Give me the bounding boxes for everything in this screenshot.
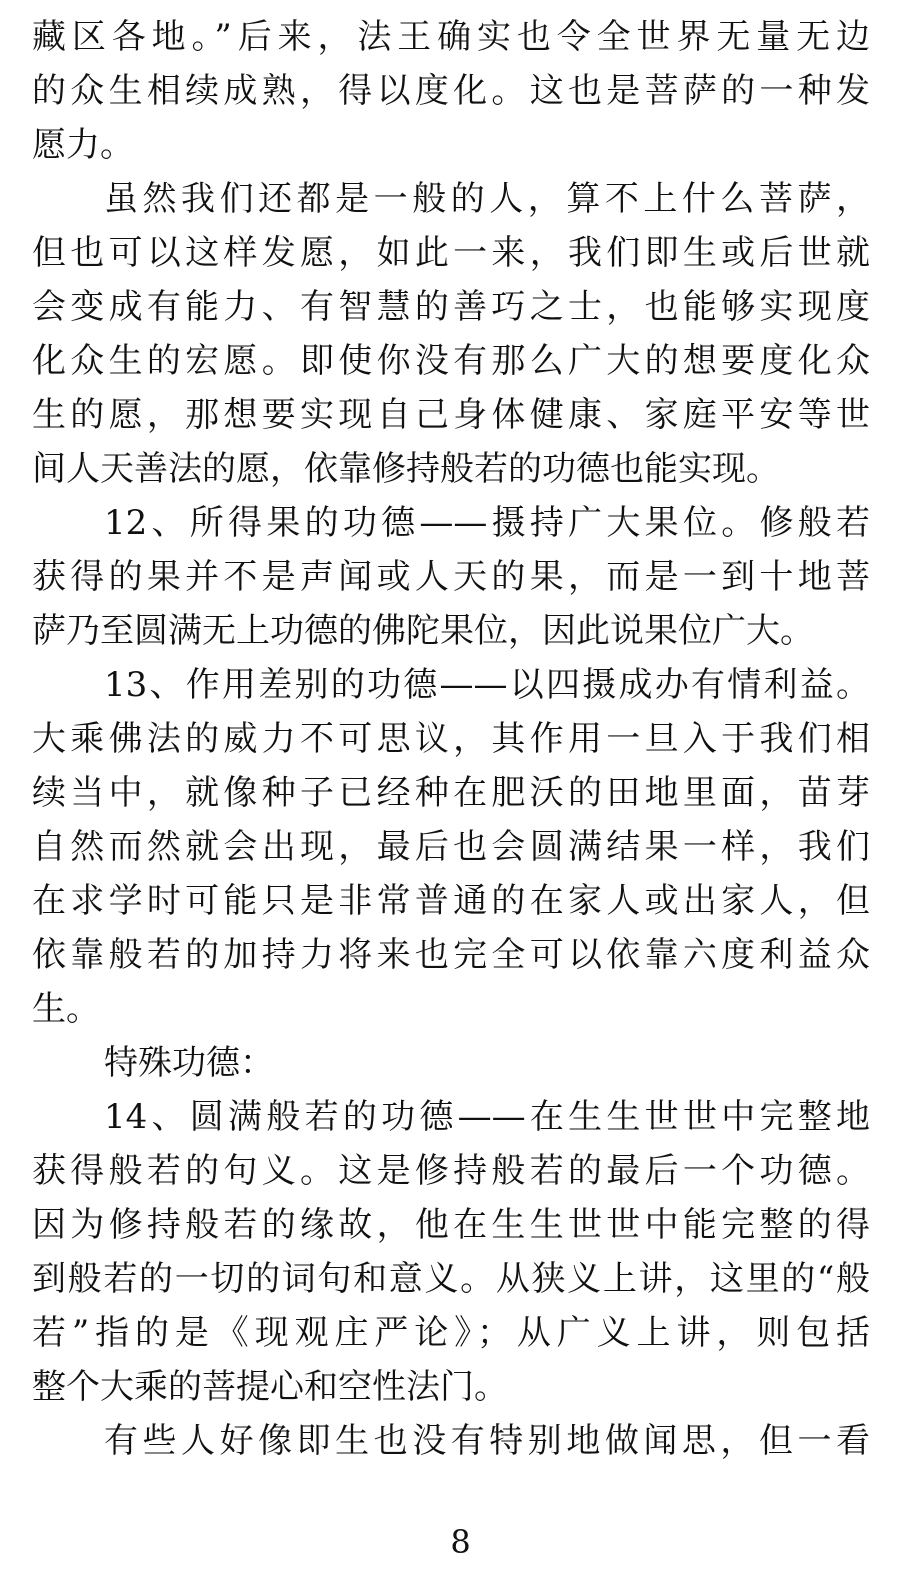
text-line: 间人天善法的愿，依靠修持般若的功德也能实现。 bbox=[32, 449, 780, 489]
text-line: 生的愿，那想要实现自己身体健康、家庭平安等世 bbox=[32, 395, 870, 435]
text-line: 14、圆满般若的功德——在生生世世中完整地 bbox=[104, 1097, 870, 1137]
text-line: 萨乃至圆满无上功德的佛陀果位，因此说果位广大。 bbox=[32, 611, 814, 651]
text-line: 13、作用差别的功德——以四摄成办有情利益。 bbox=[104, 665, 870, 705]
text-line: 依靠般若的加持力将来也完全可以依靠六度利益众 bbox=[32, 935, 870, 975]
text-line: 12、所得果的功德——摄持广大果位。修般若 bbox=[104, 503, 870, 543]
text-line: 在求学时可能只是非常普通的在家人或出家人，但 bbox=[32, 881, 870, 921]
page-number: 8 bbox=[450, 1523, 471, 1561]
text-line: 获得的果并不是声闻或人天的果，而是一到十地菩 bbox=[32, 557, 870, 597]
text-line: 虽然我们还都是一般的人，算不上什么菩萨， bbox=[104, 179, 870, 219]
text-line: 藏区各地。”后来，法王确实也令全世界无量无边 bbox=[32, 17, 870, 57]
text-line: 续当中，就像种子已经种在肥沃的田地里面，苗芽 bbox=[32, 773, 870, 813]
text-line: 有些人好像即生也没有特别地做闻思，但一看 bbox=[104, 1421, 870, 1461]
text-line: 生。 bbox=[32, 989, 100, 1029]
text-line: 特殊功德： bbox=[104, 1043, 274, 1083]
text-line: 的众生相续成熟，得以度化。这也是菩萨的一种发 bbox=[32, 71, 870, 111]
text-line: 大乘佛法的威力不可思议，其作用一旦入于我们相 bbox=[32, 719, 870, 759]
text-line: 化众生的宏愿。即使你没有那么广大的想要度化众 bbox=[32, 341, 870, 381]
text-line: 到般若的一切的词句和意义。从狭义上讲，这里的“般 bbox=[32, 1259, 870, 1299]
text-line: 自然而然就会出现，最后也会圆满结果一样，我们 bbox=[32, 827, 870, 867]
text-line: 整个大乘的菩提心和空性法门。 bbox=[32, 1367, 508, 1407]
text-line: 获得般若的句义。这是修持般若的最后一个功德。 bbox=[32, 1151, 870, 1191]
text-line: 因为修持般若的缘故，他在生生世世中能完整的得 bbox=[32, 1205, 870, 1245]
document-body bbox=[32, 10, 870, 1468]
text-line: 愿力。 bbox=[32, 125, 134, 165]
text-line: 但也可以这样发愿，如此一来，我们即生或后世就 bbox=[32, 233, 870, 273]
text-line: 会变成有能力、有智慧的善巧之士，也能够实现度 bbox=[32, 287, 870, 327]
text-line: 若”指的是《现观庄严论》；从广义上讲，则包括 bbox=[32, 1313, 870, 1353]
